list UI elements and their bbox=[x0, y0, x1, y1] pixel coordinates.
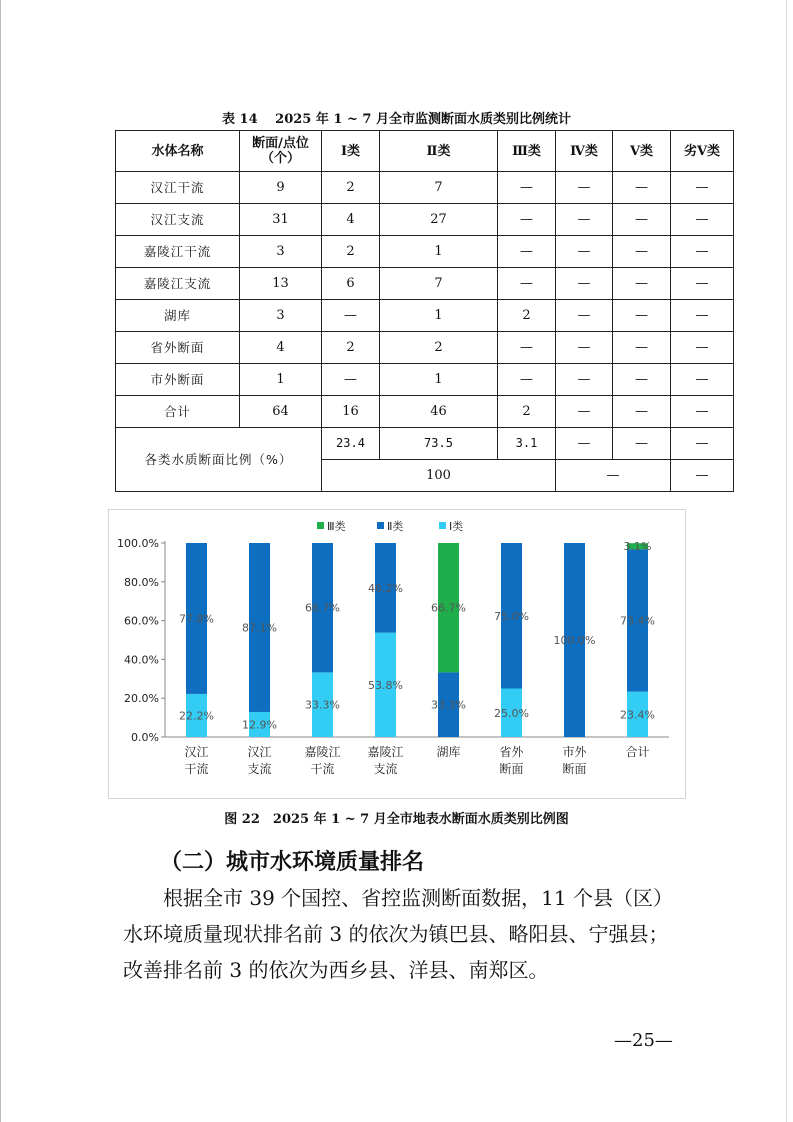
table-cell: 27 bbox=[380, 204, 498, 236]
section-heading: （二）城市水环境质量排名 bbox=[160, 850, 425, 875]
row-name-cell: 汉江支流 bbox=[116, 204, 240, 236]
ratio-row bbox=[116, 428, 734, 460]
x-tick-label: 市外 bbox=[562, 745, 587, 759]
data-label: 66.7% bbox=[431, 601, 466, 615]
table-cell: 46 bbox=[380, 396, 498, 428]
ratio-cell: — bbox=[613, 428, 671, 460]
x-tick-label: 嘉陵江 bbox=[367, 745, 404, 759]
data-label: 77.8% bbox=[179, 612, 214, 626]
table-cell: 4 bbox=[240, 332, 322, 364]
legend-label: Ⅱ类 bbox=[387, 520, 404, 533]
data-label: 53.8% bbox=[368, 678, 403, 692]
table-cell: — bbox=[498, 172, 556, 204]
table-cell: 64 bbox=[240, 396, 322, 428]
table-cell: — bbox=[322, 300, 380, 332]
table-cell: — bbox=[498, 364, 556, 396]
data-label: 23.4% bbox=[620, 708, 655, 722]
table-row bbox=[116, 236, 734, 268]
data-label: 33.3% bbox=[431, 698, 466, 712]
table-cell: 31 bbox=[240, 204, 322, 236]
ratio-sum-mid: — bbox=[556, 460, 671, 492]
table-cell: 2 bbox=[322, 236, 380, 268]
table-cell: — bbox=[498, 332, 556, 364]
table-cell: — bbox=[613, 332, 671, 364]
page-number: —25— bbox=[614, 1030, 673, 1051]
table-cell: 7 bbox=[380, 172, 498, 204]
header-cell: Ⅲ类 bbox=[498, 131, 556, 172]
table-row bbox=[116, 300, 734, 332]
stacked-bar-chart bbox=[108, 509, 686, 799]
water-quality-table bbox=[115, 130, 734, 492]
x-tick-label: 汉江 bbox=[247, 745, 272, 759]
ratio-cell: 3.1 bbox=[498, 428, 556, 460]
table-cell: — bbox=[613, 396, 671, 428]
table-cell: — bbox=[498, 268, 556, 300]
table-cell: 16 bbox=[322, 396, 380, 428]
table-cell: 6 bbox=[322, 268, 380, 300]
data-label: 33.3% bbox=[305, 698, 340, 712]
ratio-cell: 23.4 bbox=[322, 428, 380, 460]
table-row bbox=[116, 268, 734, 300]
table-cell: — bbox=[556, 172, 613, 204]
x-tick-label: 支流 bbox=[247, 762, 272, 776]
x-tick-label: 支流 bbox=[373, 762, 398, 776]
x-tick-label: 合计 bbox=[625, 745, 650, 759]
table-cell: — bbox=[671, 172, 734, 204]
table-cell: 1 bbox=[380, 300, 498, 332]
table-row bbox=[116, 332, 734, 364]
header-cell: Ⅱ类 bbox=[380, 131, 498, 172]
data-label: 87.1% bbox=[242, 621, 277, 635]
x-tick-label: 干流 bbox=[184, 762, 209, 776]
table-cell: 1 bbox=[240, 364, 322, 396]
figure-caption: 图 22 2025 年 1 ~ 7 月全市地表水断面水质类别比例图 bbox=[224, 812, 569, 827]
table-cell: — bbox=[556, 364, 613, 396]
row-name-cell: 汉江干流 bbox=[116, 172, 240, 204]
y-tick-label: 60.0% bbox=[124, 614, 159, 628]
table-cell: — bbox=[671, 332, 734, 364]
ratio-sum-bad: — bbox=[671, 460, 734, 492]
body-paragraph: 根据全市 39 个国控、省控监测断面数据，11 个县（区）水环境质量现状排名前 3 的依次为镇巴县、略阳县、宁强县；改善排名前 3 的依次为西乡县、洋县、南郑区。 bbox=[123, 886, 673, 982]
ratio-cell: — bbox=[556, 428, 613, 460]
ratio-cell: 73.5 bbox=[380, 428, 498, 460]
table-row bbox=[116, 204, 734, 236]
x-tick-label: 汉江 bbox=[184, 745, 209, 759]
table-cell: — bbox=[556, 396, 613, 428]
header-cell: Ⅰ类 bbox=[322, 131, 380, 172]
table-cell: 2 bbox=[322, 172, 380, 204]
legend-swatch bbox=[317, 522, 324, 529]
table-cell: 3 bbox=[240, 300, 322, 332]
table-cell: 2 bbox=[380, 332, 498, 364]
table-cell: 9 bbox=[240, 172, 322, 204]
page-edge bbox=[0, 0, 1, 1122]
header-cell: Ⅴ类 bbox=[613, 131, 671, 172]
x-tick-label: 断面 bbox=[562, 762, 587, 776]
table-cell: — bbox=[613, 364, 671, 396]
table-cell: 1 bbox=[380, 364, 498, 396]
table-row bbox=[116, 172, 734, 204]
body-text bbox=[123, 880, 683, 988]
legend-label: Ⅰ类 bbox=[449, 520, 464, 533]
header-cell: 断面/点位（个） bbox=[240, 131, 322, 172]
x-tick-label: 湖库 bbox=[436, 745, 461, 759]
x-tick-label: 省外 bbox=[499, 745, 524, 759]
table-cell: — bbox=[556, 332, 613, 364]
table-cell: — bbox=[498, 204, 556, 236]
table-cell: — bbox=[671, 204, 734, 236]
table-cell: 13 bbox=[240, 268, 322, 300]
x-tick-label: 嘉陵江 bbox=[304, 745, 341, 759]
table-cell: — bbox=[613, 172, 671, 204]
data-label: 75.0% bbox=[494, 609, 529, 623]
table-cell: 2 bbox=[322, 332, 380, 364]
table-cell: — bbox=[498, 236, 556, 268]
y-tick-label: 0.0% bbox=[131, 731, 159, 744]
table-cell: — bbox=[613, 300, 671, 332]
header-cell: 劣Ⅴ类 bbox=[671, 131, 734, 172]
data-label: 66.7% bbox=[305, 601, 340, 615]
y-tick-label: 100.0% bbox=[117, 537, 159, 550]
x-tick-label: 断面 bbox=[499, 762, 524, 776]
table-cell: — bbox=[322, 364, 380, 396]
table-cell: — bbox=[671, 236, 734, 268]
data-label: 12.9% bbox=[242, 718, 277, 732]
header-cell: Ⅳ类 bbox=[556, 131, 613, 172]
table-cell: — bbox=[556, 236, 613, 268]
table-row bbox=[116, 364, 734, 396]
table-cell: — bbox=[556, 204, 613, 236]
legend-label: Ⅲ类 bbox=[327, 520, 346, 533]
table-row bbox=[116, 396, 734, 428]
data-label: 46.2% bbox=[368, 581, 403, 595]
table-cell: — bbox=[671, 268, 734, 300]
table-cell: 7 bbox=[380, 268, 498, 300]
data-label: 25.0% bbox=[494, 706, 529, 720]
y-tick-label: 40.0% bbox=[124, 653, 159, 667]
table-cell: 2 bbox=[498, 300, 556, 332]
table-cell: — bbox=[671, 364, 734, 396]
table-header-row bbox=[116, 131, 734, 172]
table-cell: — bbox=[556, 268, 613, 300]
row-name-cell: 省外断面 bbox=[116, 332, 240, 364]
row-name-cell: 市外断面 bbox=[116, 364, 240, 396]
legend-swatch bbox=[377, 522, 384, 529]
table-caption: 表 14 2025 年 1 ~ 7 月全市监测断面水质类别比例统计 bbox=[222, 112, 571, 127]
table-cell: 1 bbox=[380, 236, 498, 268]
data-label: 22.2% bbox=[179, 709, 214, 723]
data-label: 73.4% bbox=[620, 614, 655, 628]
table-cell: 4 bbox=[322, 204, 380, 236]
table-cell: — bbox=[613, 268, 671, 300]
table-cell: — bbox=[556, 300, 613, 332]
table-cell: — bbox=[613, 204, 671, 236]
table-cell: 3 bbox=[240, 236, 322, 268]
y-tick-label: 20.0% bbox=[124, 692, 159, 706]
header-cell: 水体名称 bbox=[116, 131, 240, 172]
row-name-cell: 嘉陵江干流 bbox=[116, 236, 240, 268]
data-label: 3.1% bbox=[623, 540, 652, 554]
table-cell: — bbox=[671, 396, 734, 428]
row-name-cell: 湖库 bbox=[116, 300, 240, 332]
x-tick-label: 干流 bbox=[310, 762, 335, 776]
table-cell: — bbox=[671, 300, 734, 332]
legend-swatch bbox=[439, 522, 446, 529]
row-name-cell: 嘉陵江支流 bbox=[116, 268, 240, 300]
page-edge-right bbox=[786, 0, 787, 1122]
data-label: 100.0% bbox=[553, 634, 596, 647]
table-cell: 2 bbox=[498, 396, 556, 428]
y-tick-label: 80.0% bbox=[124, 575, 159, 589]
row-name-cell: 合计 bbox=[116, 396, 240, 428]
ratio-cell: — bbox=[671, 428, 734, 460]
table-cell: — bbox=[613, 236, 671, 268]
ratio-label: 各类水质断面比例（%） bbox=[116, 428, 322, 492]
ratio-sum-good: 100 bbox=[322, 460, 556, 492]
chart-svg bbox=[109, 510, 687, 800]
